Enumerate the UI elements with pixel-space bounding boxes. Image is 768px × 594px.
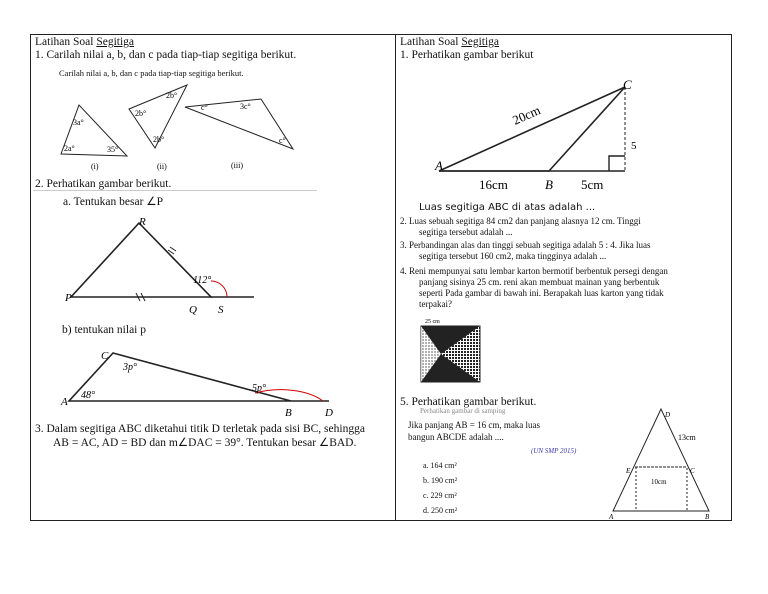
q1-triangles-figure (55, 79, 305, 171)
label-5p: 5p° (252, 383, 266, 394)
left-q1-sub: Carilah nilai a, b, dan c pada tiap-tiap segitiga berikut. (59, 68, 244, 78)
right-q4-line1: 4. Reni mempunyai satu lembar karton bermotif berbentuk persegi dengan (400, 266, 668, 276)
label-c: c° (201, 103, 208, 112)
option-d: d. 250 cm² (423, 506, 458, 515)
label-A: A (61, 396, 68, 408)
label-B-right: B (545, 177, 553, 192)
caption-i: (i) (91, 162, 99, 171)
caption-iii: (iii) (231, 161, 243, 170)
right-q3-line1: 3. Perbandingan alas dan tinggi sebuah segitiga adalah 5 : 4. Jika luas (400, 240, 651, 250)
label-35: 35° (107, 145, 119, 154)
label-16cm: 16cm (479, 177, 508, 192)
fig-label-13cm: 13cm (678, 433, 696, 442)
fig-label-A: A (609, 513, 614, 521)
option-a: a. 164 cm² (423, 461, 457, 470)
right-q4-line3: seperti Pada gambar di bawah ini. Berapakah luas karton yang tidak (419, 288, 664, 298)
r-q5-abcde-figure (605, 405, 717, 521)
label-20cm: 20cm (510, 102, 543, 128)
left-q3-line1: 3. Dalam segitiga ABC diketahui titik D terletak pada sisi BC, sehingga (35, 423, 365, 435)
right-title: Latihan Soal Segitiga (400, 36, 500, 48)
label-48: 48° (81, 390, 95, 401)
left-title: Latihan Soal Segitiga (35, 36, 135, 48)
label-R: R (139, 216, 146, 228)
label-C-right: C (623, 77, 632, 92)
label-5cm: 5cm (581, 177, 604, 192)
label-2b-bot: 2b° (153, 135, 165, 144)
fig-label-D: D (665, 411, 671, 419)
right-q5-text-line2: bangun ABCDE adalah .... (408, 432, 504, 442)
q2a-triangle-figure (61, 213, 261, 316)
right-q2-line1: 2. Luas sebuah segitiga 84 cm2 dan panjang alasnya 12 cm. Tinggi (400, 216, 641, 226)
label-3a: 3a° (73, 118, 84, 127)
label-D: D (325, 407, 333, 419)
right-q4-line4: terpakai? (419, 299, 452, 309)
fig-label-B: B (705, 513, 710, 521)
label-2b-top: 2b° (166, 91, 178, 100)
right-q5-faded: Perhatikan gambar di samping (420, 407, 506, 415)
label-3c: 3c° (240, 102, 251, 111)
right-q1-question: Luas segitiga ABC di atas adalah ... (419, 202, 596, 213)
right-q5: 5. Perhatikan gambar berikut. (400, 396, 537, 408)
right-q5-source: (UN SMP 2015) (531, 447, 577, 455)
label-c2: c° (279, 136, 286, 145)
q2b-triangle-figure (61, 347, 341, 419)
right-q3-line2: segitiga tersebut 160 cm2, maka tingginya adalah ... (419, 251, 607, 261)
left-q3-line2: AB = AC, AD = BD dan m∠DAC = 39°. Tentukan besar ∠BAD. (53, 437, 357, 449)
label-Q: Q (189, 304, 197, 316)
r-q1-triangle-figure (433, 79, 648, 193)
right-q1: 1. Perhatikan gambar berikut (400, 49, 534, 61)
left-q1: 1. Carilah nilai a, b, dan c pada tiap-tiap segitiga berikut. (35, 49, 297, 61)
column-divider (395, 35, 396, 521)
fig-label-10cm: 10cm (651, 478, 667, 486)
label-C: C (101, 350, 109, 362)
label-P: P (65, 292, 72, 304)
label-B: B (285, 407, 292, 419)
left-q2b: b) tentukan nilai p (62, 324, 146, 336)
right-q5-text-line1: Jika panjang AB = 16 cm, maka luas (408, 420, 541, 430)
r-q4-karton-figure (419, 315, 489, 385)
label-2b-mid: 2b° (135, 109, 147, 118)
worksheet (30, 34, 732, 521)
option-b: b. 190 cm² (423, 476, 458, 485)
option-c: c. 229 cm² (423, 491, 457, 500)
label-25cm: 25 cm (425, 319, 440, 325)
left-q2: 2. Perhatikan gambar berikut. (35, 178, 172, 190)
label-height: 5 (631, 140, 637, 152)
fig-label-C: C (690, 467, 695, 475)
fig-label-E: E (626, 467, 631, 475)
left-q2a: a. Tentukan besar ∠P (63, 196, 163, 208)
right-q4-line2: panjang sisinya 25 cm. reni akan membuat mainan yang berbentuk (419, 277, 660, 287)
label-112: 112° (193, 275, 212, 286)
label-3p: 3p° (123, 362, 137, 373)
caption-ii: (ii) (157, 162, 167, 171)
label-2a: 2a° (64, 144, 75, 153)
right-q2-line2: segitiga tersebut adalah ... (419, 227, 513, 237)
label-S: S (218, 304, 224, 316)
label-A-right: A (435, 158, 443, 173)
